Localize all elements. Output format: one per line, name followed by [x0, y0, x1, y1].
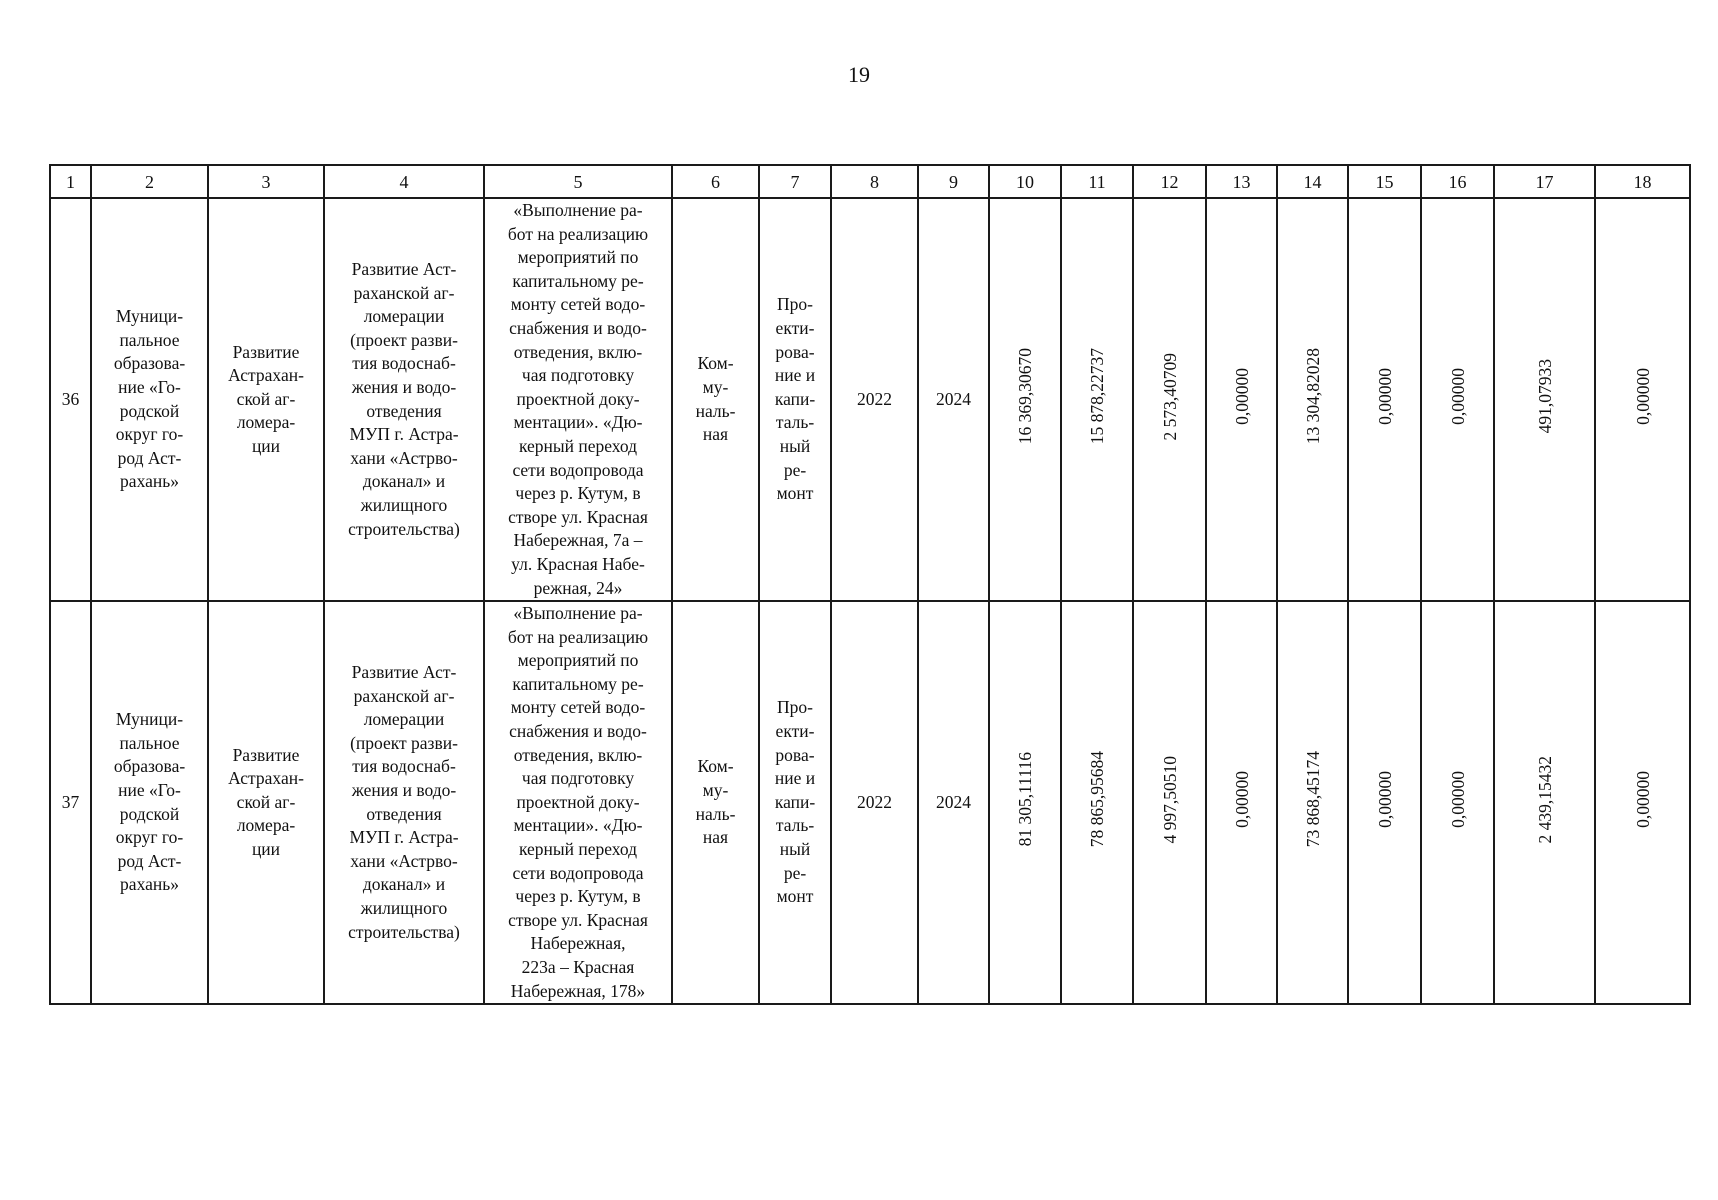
amount-cell-17 — [1494, 198, 1595, 601]
row-number: 36 — [50, 198, 91, 601]
amount-cell-15 — [1348, 601, 1421, 1004]
amount-cell-15 — [1348, 198, 1421, 601]
year-end-cell: 2024 — [918, 601, 989, 1004]
sector-cell: Ком- му- наль- ная — [672, 198, 759, 601]
amount-value: 0,00000 — [1447, 367, 1468, 425]
amount-cell-14 — [1277, 601, 1348, 1004]
amount-value: 0,00000 — [1632, 770, 1653, 828]
sector-cell: Ком- му- наль- ная — [672, 601, 759, 1004]
amount-cell-16 — [1421, 601, 1494, 1004]
column-header: 7 — [759, 165, 831, 198]
amount-value: 2 439,15432 — [1534, 755, 1555, 844]
object-cell: «Выполнение ра- бот на реализацию мероприятий по капитальному ре- монту сетей водо- снабжения и водо- отведения, вклю- чая подготовку проектной доку- ментации». «Дю- керный переход сети водопровода через р. Кутум, в створе ул. Красная Набережная, 7а – ул. Красная Набе- режная, 24» — [484, 198, 672, 601]
column-header: 11 — [1061, 165, 1133, 198]
amount-value: 81 305,11116 — [1015, 752, 1035, 847]
column-header: 12 — [1133, 165, 1206, 198]
column-header: 18 — [1595, 165, 1690, 198]
amount-cell-13 — [1206, 601, 1277, 1004]
amount-cell-10 — [989, 601, 1061, 1004]
amount-cell-14 — [1277, 198, 1348, 601]
column-header: 3 — [208, 165, 324, 198]
project-cell: Развитие Астрахан- ской аг- ломера- ции — [208, 198, 324, 601]
amount-cell-11 — [1061, 198, 1133, 601]
amount-cell-12 — [1133, 601, 1206, 1004]
amount-value: 15 878,22737 — [1087, 348, 1107, 445]
data-table — [49, 164, 1691, 1005]
amount-cell-18 — [1595, 601, 1690, 1004]
column-header: 13 — [1206, 165, 1277, 198]
column-header: 16 — [1421, 165, 1494, 198]
amount-value: 491,07933 — [1534, 359, 1555, 434]
object-cell: «Выполнение ра- бот на реализацию мероприятий по капитальному ре- монту сетей водо- снабжения и водо- отведения, вклю- чая подготовку проектной доку- ментации». «Дю- керный переход сети водопровода через р. Кутум, в створе ул. Красная Набережная, 223а – Красная Набережная, 178» — [484, 601, 672, 1004]
municipality-cell: Муници- пальное образова- ние «Го- родской округ го- род Аст- рахань» — [91, 601, 208, 1004]
amount-cell-12 — [1133, 198, 1206, 601]
year-start-cell: 2022 — [831, 601, 918, 1004]
column-header: 17 — [1494, 165, 1595, 198]
program-cell: Развитие Аст- раханской аг- ломерации (проект разви- тия водоснаб- жения и водо- отведения МУП г. Астра- хани «Астрво- доканал» и жилищного строительства) — [324, 601, 484, 1004]
amount-cell-11 — [1061, 601, 1133, 1004]
amount-value: 2 573,40709 — [1159, 352, 1180, 440]
amount-cell-13 — [1206, 198, 1277, 601]
column-header: 5 — [484, 165, 672, 198]
column-header: 9 — [918, 165, 989, 198]
row-number: 37 — [50, 601, 91, 1004]
year-start-cell: 2022 — [831, 198, 918, 601]
amount-value: 4 997,50510 — [1159, 755, 1180, 844]
amount-cell-17 — [1494, 601, 1595, 1004]
amount-value: 0,00000 — [1374, 770, 1395, 828]
amount-cell-10 — [989, 198, 1061, 601]
amount-value: 73 868,45174 — [1302, 751, 1323, 848]
amount-value: 0,00000 — [1632, 367, 1653, 425]
amount-cell-16 — [1421, 198, 1494, 601]
column-header: 10 — [989, 165, 1061, 198]
amount-value: 78 865,95684 — [1087, 751, 1107, 848]
work-type-cell: Про- екти- рова- ние и капи- таль- ный ре- монт — [759, 198, 831, 601]
amount-value: 0,00000 — [1447, 770, 1468, 828]
amount-value: 0,00000 — [1231, 770, 1252, 828]
column-header: 15 — [1348, 165, 1421, 198]
work-type-cell: Про- екти- рова- ние и капи- таль- ный ре- монт — [759, 601, 831, 1004]
column-header: 4 — [324, 165, 484, 198]
amount-value: 0,00000 — [1231, 367, 1252, 425]
table-row — [50, 198, 1690, 601]
column-header: 1 — [50, 165, 91, 198]
column-header: 8 — [831, 165, 918, 198]
municipality-cell: Муници- пальное образова- ние «Го- родской округ го- род Аст- рахань» — [91, 198, 208, 601]
project-cell: Развитие Астрахан- ской аг- ломера- ции — [208, 601, 324, 1004]
program-cell: Развитие Аст- раханской аг- ломерации (проект разви- тия водоснаб- жения и водо- отведения МУП г. Астра- хани «Астрво- доканал» и жилищного строительства) — [324, 198, 484, 601]
amount-cell-18 — [1595, 198, 1690, 601]
amount-value: 16 369,30670 — [1015, 348, 1035, 445]
page-number: 19 — [848, 62, 870, 87]
column-header: 14 — [1277, 165, 1348, 198]
table-row — [50, 601, 1690, 1004]
year-end-cell: 2024 — [918, 198, 989, 601]
column-header: 6 — [672, 165, 759, 198]
column-header: 2 — [91, 165, 208, 198]
amount-value: 0,00000 — [1374, 367, 1395, 425]
header-row — [50, 165, 1690, 198]
amount-value: 13 304,82028 — [1302, 348, 1323, 445]
